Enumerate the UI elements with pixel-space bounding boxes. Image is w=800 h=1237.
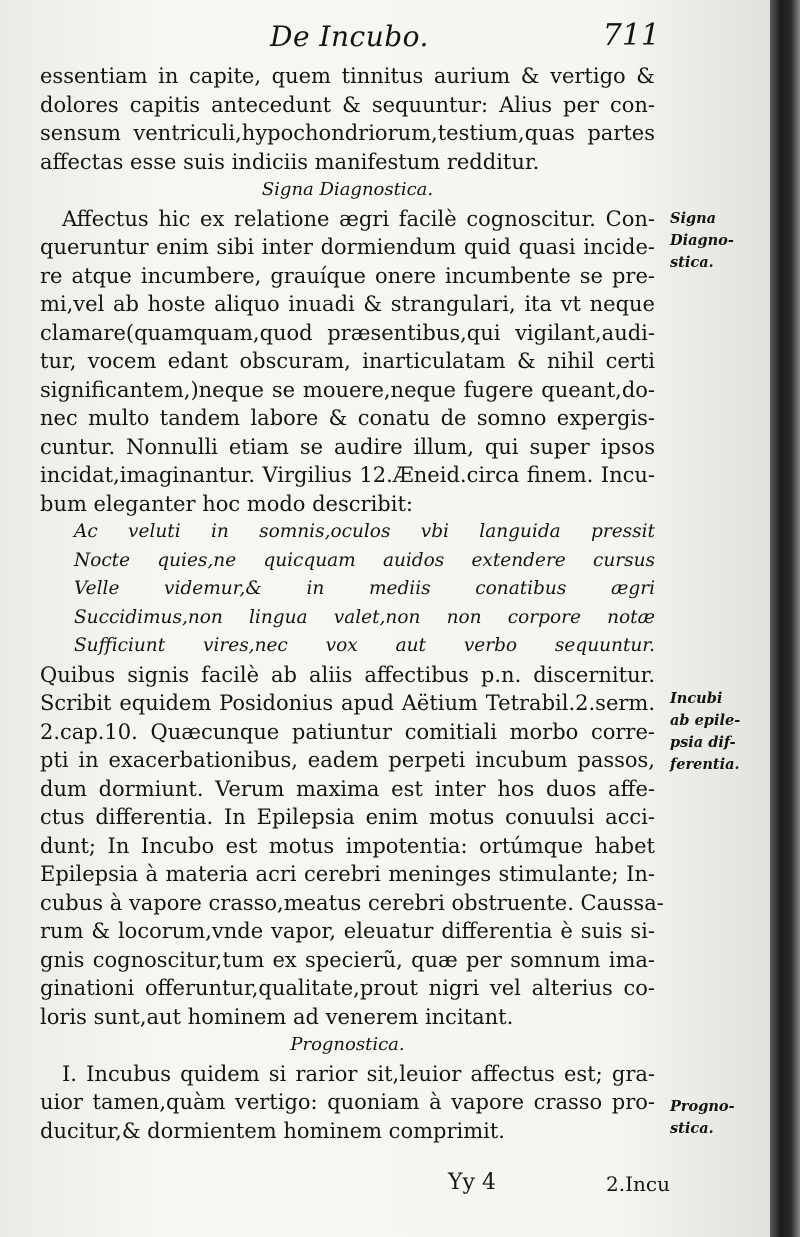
text-line: dolores capitis antecedunt & sequuntur: Alius per con-	[40, 92, 655, 117]
text-line: dum dormiunt. Verum maxima est inter hos duos affe-	[40, 776, 655, 801]
margin-note-incubi	[670, 688, 740, 776]
running-title: De Incubo.	[270, 20, 429, 53]
text-line: Scribit equidem Posidonius apud Aëtium Tetrabil.2.serm.	[40, 691, 655, 715]
text-line: Epilepsia à materia acri cerebri meninges stimulante; In-	[40, 862, 655, 886]
text-line: gnis cognoscitur,tum ex specierũ, quæ per somnum ima-	[40, 947, 655, 972]
verse-line: Succidimus,non lingua valet,non non corpore notæ	[74, 606, 655, 628]
page-header	[40, 18, 660, 58]
text-line: cuntur. Nonnulli etiam se audire illum, qui super ipsos	[40, 434, 655, 459]
page-footer	[40, 1170, 680, 1204]
verse-line: Nocte quies,ne quicquam auidos extendere cursus	[74, 549, 655, 571]
text-line: dunt; In Incubo est motus impotentia: ortúmque habet	[40, 833, 655, 858]
margin-note-line: Signa	[670, 210, 717, 227]
text-line: pti in exacerbationibus, eadem perpeti incubum passos,	[40, 748, 655, 772]
text-line: loris sunt,aut hominem ad venerem incitant.	[40, 1004, 514, 1029]
section-heading-diagnostic: Signa Diagnostica.	[261, 179, 434, 200]
text-line: queruntur enim sibi inter dormiendum quid quasi incide-	[40, 235, 655, 259]
margin-note-line: psia dif-	[670, 734, 736, 751]
verse-line: Ac veluti in somnis,oculos vbi languida pressit	[74, 521, 655, 542]
book-gutter	[770, 0, 800, 1237]
text-line: 2.cap.10. Quæcunque patiuntur comitiali morbo corre-	[40, 719, 655, 744]
text-line: nec multo tandem labore & conatu de somno expergis-	[40, 406, 655, 430]
text-line: ginationi offeruntur,qualitate,prout nigri vel alterius co-	[40, 976, 655, 1000]
text-line: ducitur,& dormientem hominem comprimit.	[40, 1118, 505, 1143]
main-text	[40, 62, 664, 1145]
text-line: re atque incumbere, grauíque onere incumbente se pre-	[40, 263, 655, 288]
text-line: tur, vocem edant obscuram, inarticulatam & nihil certi	[40, 349, 655, 373]
margin-note-line: Incubi	[670, 690, 723, 707]
text-line: clamare(quamquam,quod præsentibus,qui vigilant,audi-	[40, 320, 655, 345]
margin-note-line: ab epile-	[670, 712, 741, 729]
margin-note-line: Progno-	[670, 1098, 735, 1115]
page-number: 711	[602, 18, 660, 53]
text-line: essentiam in capite, quem tinnitus aurium & vertigo &	[40, 64, 655, 88]
text-line: Quibus signis facilè ab aliis affectibus p.n. discernitur.	[40, 662, 655, 687]
verse-line: Velle videmur,& in mediis conatibus ægri	[74, 578, 655, 599]
margin-note-progno	[670, 1096, 735, 1140]
margin-note-line: stica.	[670, 254, 714, 271]
text-line: cubus à vapore crasso,meatus cerebri obstruente. Caussa-	[40, 890, 664, 915]
signature-mark: Yy 4	[448, 1170, 496, 1195]
text-line: significantem,)neque se mouere,neque fugere queant,do-	[40, 377, 655, 402]
text-line: ctus differentia. In Epilepsia enim motus conuulsi acci-	[40, 805, 655, 829]
text-line: affectas esse suis indiciis manifestum redditur.	[40, 149, 540, 174]
margin-note-signa	[670, 208, 734, 274]
text-line: I. Incubus quidem si rarior sit,leuior affectus est; gra-	[62, 1061, 655, 1086]
text-line: bum eleganter hoc modo describit:	[40, 491, 413, 516]
text-line: rum & locorum,vnde vapor, eleuatur differentia è suis si-	[40, 919, 655, 943]
margin-note-line: Diagno-	[670, 232, 734, 249]
margin-note-line: stica.	[670, 1120, 714, 1137]
verse-line: Sufficiunt vires,nec vox aut verbo sequuntur.	[74, 635, 655, 656]
text-line: uior tamen,quàm vertigo: quoniam à vapore crasso pro-	[40, 1090, 655, 1114]
text-line: mi,vel ab hoste aliquo inuadi & strangulari, ita vt neque	[40, 292, 655, 316]
section-heading-prognostic: Prognostica.	[290, 1034, 405, 1055]
text-line: Affectus hic ex relatione ægri facilè cognoscitur. Con-	[62, 206, 655, 231]
margin-note-line: ferentia.	[670, 756, 740, 773]
text-line: incidat,imaginantur. Virgilius 12.Æneid.circa finem. Incu-	[40, 463, 655, 487]
catchword: 2.Incu	[606, 1172, 670, 1196]
text-line: sensum ventriculi,hypochondriorum,testium,quas partes	[40, 121, 655, 145]
